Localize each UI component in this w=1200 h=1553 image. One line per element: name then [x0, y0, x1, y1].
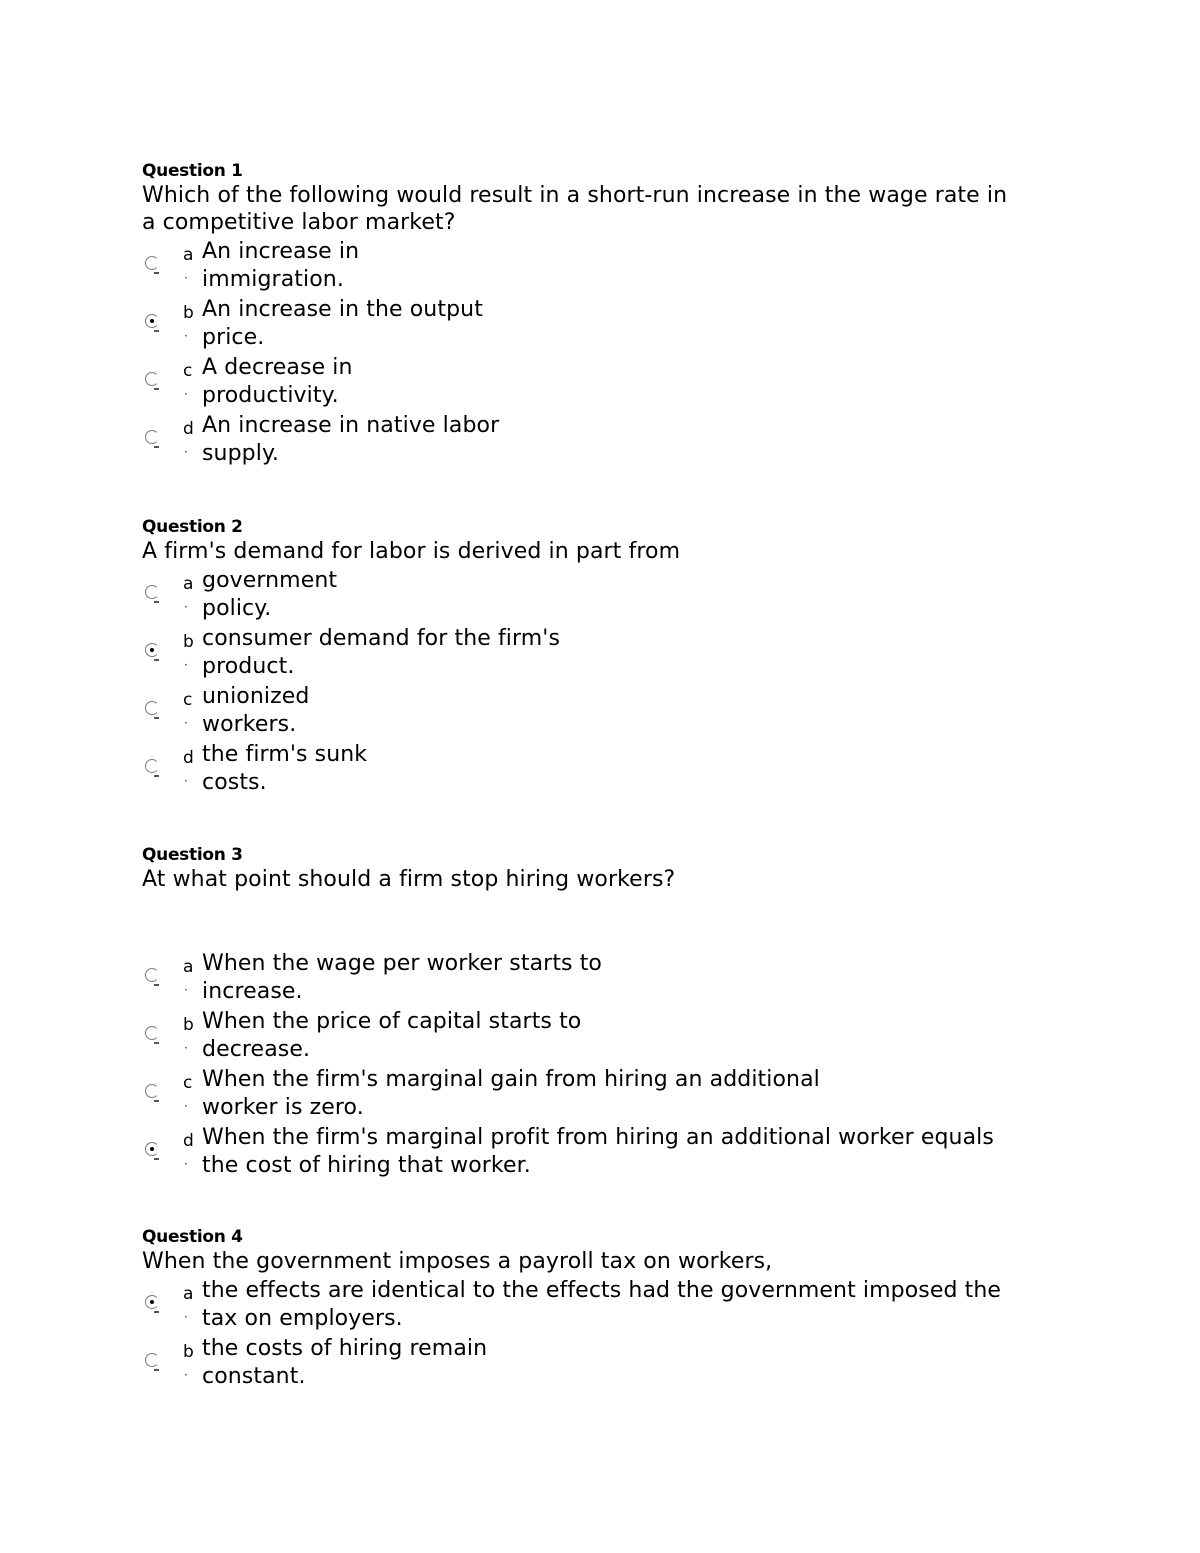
option-text — [202, 1008, 1082, 1064]
option-text — [202, 567, 1082, 623]
option-text — [202, 1335, 1082, 1391]
option-letter: a — [183, 574, 194, 594]
radio-button-icon[interactable] — [145, 585, 159, 599]
options-list — [142, 238, 1082, 470]
radio-shadow-icon — [154, 717, 159, 719]
option-text-line: constant. — [202, 1364, 306, 1389]
option-letter: d — [183, 748, 194, 768]
option-text — [202, 683, 1082, 739]
question-text — [142, 182, 1082, 236]
option-text — [202, 238, 1082, 294]
option-bullet: · — [184, 716, 188, 730]
option-text-line: consumer demand for the firm's — [202, 626, 561, 651]
option-b[interactable] — [142, 1335, 1082, 1393]
radio-button-icon[interactable] — [145, 430, 159, 444]
option-text — [202, 625, 1082, 681]
option-text-line: the firm's sunk — [202, 742, 368, 767]
option-bullet: · — [184, 1368, 188, 1382]
option-text — [202, 296, 1082, 352]
option-bullet: · — [184, 983, 188, 997]
option-text-line: When the firm's marginal profit from hiring an additional worker equals — [202, 1125, 994, 1150]
option-text-line: costs. — [202, 770, 267, 795]
option-c[interactable] — [142, 354, 1082, 412]
question-text — [142, 866, 1082, 893]
radio-button-icon[interactable] — [145, 372, 159, 386]
option-text-line: policy. — [202, 596, 272, 621]
option-text-line: tax on employers. — [202, 1306, 403, 1331]
option-bullet: · — [184, 1310, 188, 1324]
option-text-line: decrease. — [202, 1037, 311, 1062]
option-text — [202, 1066, 1082, 1122]
option-letter: c — [183, 361, 193, 381]
option-text-line: productivity. — [202, 383, 339, 408]
option-bullet: · — [184, 1099, 188, 1113]
question-text — [142, 1248, 1082, 1275]
option-text — [202, 412, 1082, 468]
radio-shadow-icon — [154, 984, 159, 986]
question-text — [142, 538, 1082, 565]
option-letter: a — [183, 957, 194, 977]
option-d[interactable] — [142, 412, 1082, 470]
question-header: Question 2 — [142, 517, 243, 537]
option-text — [202, 1277, 1082, 1333]
radio-shadow-icon — [154, 1100, 159, 1102]
option-text-line: price. — [202, 325, 265, 350]
option-text-line: the effects are identical to the effects had the government imposed the — [202, 1278, 1002, 1303]
question-header: Question 4 — [142, 1227, 243, 1247]
option-bullet: · — [184, 387, 188, 401]
option-d[interactable] — [142, 741, 1082, 799]
radio-button-selected-icon[interactable] — [145, 314, 159, 328]
option-text-line: increase. — [202, 979, 303, 1004]
option-letter: a — [183, 1284, 194, 1304]
option-text-line: An increase in the output — [202, 297, 483, 322]
option-c[interactable] — [142, 683, 1082, 741]
option-letter: d — [183, 1131, 194, 1151]
option-bullet: · — [184, 445, 188, 459]
radio-button-selected-icon[interactable] — [145, 1295, 159, 1309]
option-b[interactable] — [142, 625, 1082, 683]
option-letter: b — [183, 1015, 194, 1035]
option-text-line: supply. — [202, 441, 280, 466]
option-bullet: · — [184, 271, 188, 285]
radio-shadow-icon — [154, 1158, 159, 1160]
option-text-line: product. — [202, 654, 295, 679]
option-text-line: the cost of hiring that worker. — [202, 1153, 531, 1178]
radio-shadow-icon — [154, 1311, 159, 1313]
radio-button-icon[interactable] — [145, 1084, 159, 1098]
option-text-line: When the price of capital starts to — [202, 1009, 582, 1034]
option-text-line: An increase in native labor — [202, 413, 500, 438]
option-bullet: · — [184, 600, 188, 614]
option-letter: b — [183, 303, 194, 323]
question-text-line: When the government imposes a payroll tax on workers, — [142, 1249, 773, 1274]
option-d[interactable] — [142, 1124, 1082, 1182]
radio-dot-icon — [150, 648, 154, 652]
radio-button-icon[interactable] — [145, 701, 159, 715]
option-letter: c — [183, 1073, 193, 1093]
option-letter: c — [183, 690, 193, 710]
radio-button-selected-icon[interactable] — [145, 1142, 159, 1156]
radio-shadow-icon — [154, 388, 159, 390]
option-bullet: · — [184, 774, 188, 788]
option-text-line: workers. — [202, 712, 297, 737]
option-text-line: immigration. — [202, 267, 344, 292]
question-text-line: a competitive labor market? — [142, 210, 456, 235]
radio-button-selected-icon[interactable] — [145, 643, 159, 657]
option-c[interactable] — [142, 1066, 1082, 1124]
radio-shadow-icon — [154, 601, 159, 603]
option-text-line: worker is zero. — [202, 1095, 364, 1120]
option-a[interactable] — [142, 1277, 1082, 1335]
radio-dot-icon — [150, 1300, 154, 1304]
option-bullet: · — [184, 658, 188, 672]
option-text — [202, 950, 1082, 1006]
radio-button-icon[interactable] — [145, 968, 159, 982]
option-b[interactable] — [142, 296, 1082, 354]
question-text-line: Which of the following would result in a short-run increase in the wage rate in — [142, 183, 1008, 208]
question-4 — [142, 1226, 1082, 1393]
radio-shadow-icon — [154, 272, 159, 274]
option-text — [202, 741, 1082, 797]
question-1 — [142, 160, 1082, 470]
radio-dot-icon — [150, 319, 154, 323]
option-a[interactable] — [142, 238, 1082, 296]
option-b[interactable] — [142, 1008, 1082, 1066]
question-2 — [142, 516, 1082, 799]
question-header: Question 3 — [142, 845, 243, 865]
option-text-line: government — [202, 568, 338, 593]
option-letter: a — [183, 245, 194, 265]
radio-button-icon[interactable] — [145, 759, 159, 773]
question-text-line: At what point should a firm stop hiring workers? — [142, 867, 676, 892]
option-letter: b — [183, 1342, 194, 1362]
radio-shadow-icon — [154, 1369, 159, 1371]
option-letter: d — [183, 419, 194, 439]
option-text — [202, 1124, 1082, 1180]
option-letter: b — [183, 632, 194, 652]
option-text-line: the costs of hiring remain — [202, 1336, 488, 1361]
radio-button-icon[interactable] — [145, 1353, 159, 1367]
option-text — [202, 354, 1082, 410]
option-a[interactable] — [142, 567, 1082, 625]
option-text-line: A decrease in — [202, 355, 353, 380]
radio-shadow-icon — [154, 1042, 159, 1044]
radio-dot-icon — [150, 1147, 154, 1151]
radio-shadow-icon — [154, 659, 159, 661]
radio-button-icon[interactable] — [145, 1026, 159, 1040]
question-text-line: A firm's demand for labor is derived in part from — [142, 539, 681, 564]
radio-shadow-icon — [154, 330, 159, 332]
question-3 — [142, 844, 1082, 1182]
radio-button-icon[interactable] — [145, 256, 159, 270]
options-list — [142, 1277, 1082, 1393]
options-list — [142, 567, 1082, 799]
option-bullet: · — [184, 1041, 188, 1055]
radio-shadow-icon — [154, 775, 159, 777]
option-text-line: When the wage per worker starts to — [202, 951, 602, 976]
option-a[interactable] — [142, 950, 1082, 1008]
option-bullet: · — [184, 329, 188, 343]
option-bullet: · — [184, 1157, 188, 1171]
question-header: Question 1 — [142, 161, 243, 181]
option-text-line: When the firm's marginal gain from hiring an additional — [202, 1067, 820, 1092]
option-text-line: An increase in — [202, 239, 360, 264]
radio-shadow-icon — [154, 446, 159, 448]
options-list — [142, 950, 1082, 1182]
option-text-line: unionized — [202, 684, 310, 709]
